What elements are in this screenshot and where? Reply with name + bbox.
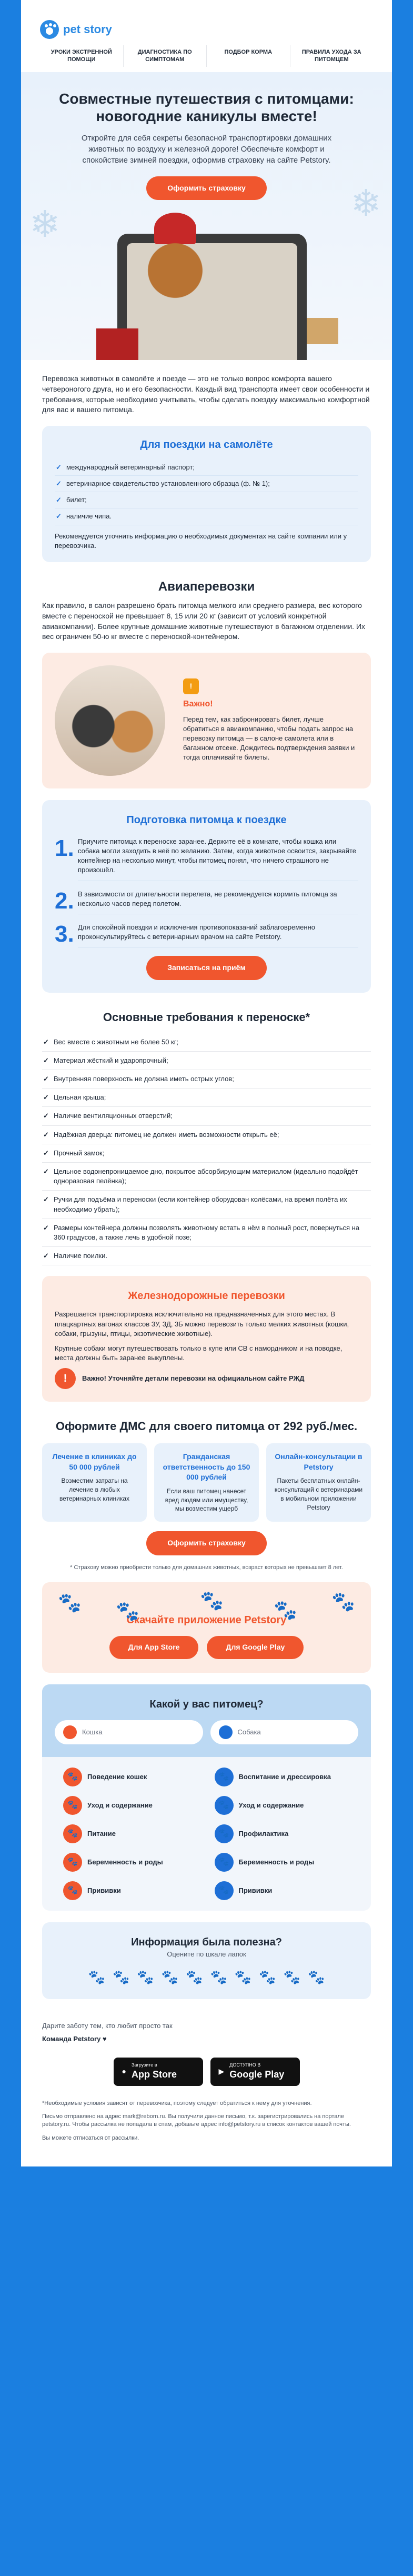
paw-icon: 🐾 (63, 1824, 82, 1843)
avia-title: Авиаперевозки (158, 579, 255, 594)
avia-text: Как правило, в салон разрешено брать питомца мелкого или среднего размера, вес которого вместе с переноской не превышает 8, 15 или 20 кг (зависит от условий конкретной авиакомпании). Более крупные домашние животные путешествуют в багажном отделении. Их вес ограничен 50-ю кг вместе с переноской-контейнером. (42, 601, 366, 641)
step-number: 3. (55, 921, 74, 947)
google-play-icon: ▶ (218, 2066, 225, 2075)
step-number: 2. (55, 887, 74, 914)
paw-icon: 🐾 (215, 1768, 234, 1786)
rail-alert-text: Важно! Уточняйте детали перевозки на официальном сайте РЖД (82, 1374, 305, 1383)
list-item: ✓ Наличие вентиляционных отверстий; (42, 1107, 371, 1125)
footer-disclaimer: *Необходимые условия зависят от перевозчика, поэтому следует обратиться к нему для уточнения. (42, 2100, 312, 2106)
paw-icon: 🐾 (116, 1600, 139, 1622)
list-item: ✓ Надёжная дверца: питомец не должен иметь возможности открыть её; (42, 1126, 371, 1144)
step-text: Для спокойной поездки и исключения противопоказаний заблаговременно проконсультируйтесь с ветеринарным врачом на сайте Petstory. (78, 923, 358, 947)
prep-step (55, 923, 358, 947)
plane-checklist (55, 460, 358, 525)
footer-legal: Письмо отправлено на адрес mark@reborn.ru. Вы получили данное письмо, т.к. зарегистрировались на портале petstory.ru. Чтобы рассылка не попадала в спам, добавьте адрес info@petstory.ru в список контактов вашей почты. (42, 2113, 351, 2128)
cat-icon (63, 1725, 77, 1739)
paw-icon: 🐾 (58, 1592, 82, 1614)
list-item: ✓ Размеры контейнера должны позволять животному встать в нём в полный рост, повернуться на 360 градусов, а также лечь в удобной позе; (42, 1219, 371, 1247)
hero (21, 72, 392, 361)
rail-text-2: Крупные собаки могут путешествовать только в купе или СВ с намордником и на поводке, места должны быть заранее выкуплены. (55, 1344, 343, 1362)
topic-cat-behavior[interactable] (63, 1768, 199, 1786)
intro-text: Перевозка животных в самолёте и поезде — это не только вопрос комфорта вашего четвероногого друга, но и его безопасности. Каждый вид транспорта имеет свои особенности и требования, которые необходимо учитывать, чтобы сделать поездку максимально комфортной для вас и вашего питомца. (42, 374, 370, 414)
paw-rating-icon[interactable]: 🐾 (161, 1969, 179, 1985)
topic-label: Питание (87, 1829, 116, 1838)
dms-insurance-button[interactable]: Оформить страховку (146, 1531, 267, 1555)
dms-card-title: Лечение в клиниках до 50 000 рублей (52, 1452, 137, 1471)
appstore-badge[interactable] (114, 2058, 203, 2086)
topic-dog-training[interactable] (215, 1768, 350, 1786)
dog-and-cat-photo (55, 665, 165, 776)
list-item: ✓ Наличие поилки. (42, 1247, 371, 1265)
rating-title: Информация была полезна? (131, 1936, 282, 1948)
list-item: ✓ Цельное водонепроницаемое дно, покрытое абсорбирующим материалом (идеально подойдёт одноразовая пелёнка); (42, 1163, 371, 1191)
googleplay-button[interactable]: Для Google Play (207, 1636, 304, 1659)
paw-icon: 🐾 (63, 1853, 82, 1872)
pet-option-dog[interactable] (210, 1720, 359, 1744)
plane-note: Рекомендуется уточнить информацию о необходимых документах на сайте компании или у перевозчика. (55, 532, 347, 550)
important-title: Важно! (183, 700, 213, 709)
paw-logo-icon (40, 20, 59, 39)
top-nav (21, 45, 392, 72)
pet-choice (42, 1684, 371, 1757)
app-download-card (42, 1582, 371, 1673)
list-item: ✓ международный ветеринарный паспорт; (55, 460, 358, 476)
paw-rating-icon[interactable]: 🐾 (137, 1969, 154, 1985)
paw-icon: 🐾 (331, 1591, 355, 1613)
topic-cat-care[interactable] (63, 1796, 199, 1815)
topic-dog-care[interactable] (215, 1796, 350, 1815)
avia-section (21, 573, 392, 653)
list-item: ✓ ветеринарное свидетельство установленного образца (ф. № 1); (55, 476, 358, 492)
plane-title: Для поездки на самолёте (140, 438, 273, 451)
topic-label: Беременность и роды (238, 1858, 315, 1866)
dms-section (21, 1413, 392, 1582)
hero-image-dog-suitcase (59, 213, 354, 360)
dms-card-title: Гражданская ответственность до 150 000 рублей (163, 1452, 250, 1482)
topic-label: Уход и содержание (238, 1801, 304, 1809)
nav-item-emergency[interactable]: УРОКИ ЭКСТРЕННОЙ ПОМОЩИ (40, 45, 124, 67)
dms-card-text: Если ваш питомец нанесет вред людям или имуществу, мы возместим ущерб (165, 1487, 248, 1513)
carrier-requirements (21, 1004, 392, 1276)
paw-icon: 🐾 (63, 1768, 82, 1786)
topic-label: Беременность и роды (87, 1858, 163, 1866)
dog-icon (219, 1725, 233, 1739)
paw-icon: 🐾 (215, 1881, 234, 1900)
snowflake-icon: ❄ (350, 182, 381, 224)
snowflake-icon: ❄ (29, 203, 61, 245)
plane-documents-card (42, 426, 371, 562)
topics-grid (42, 1757, 371, 1911)
badge-small-text: Загрузите в (131, 2062, 157, 2068)
dms-card (42, 1443, 147, 1522)
paw-icon: 🐾 (215, 1824, 234, 1843)
important-card (42, 653, 371, 788)
list-item: ✓ Материал жёсткий и ударопрочный; (42, 1052, 371, 1070)
nav-item-diagnostics[interactable]: ДИАГНОСТИКА ПО СИМПТОМАМ (124, 45, 207, 67)
list-item: ✓ билет; (55, 492, 358, 508)
unsubscribe-link[interactable]: Вы можете отписаться от рассылки. (42, 2134, 139, 2141)
dms-card (154, 1443, 259, 1522)
email-page (21, 0, 392, 2166)
list-item: ✓ Внутренняя поверхность не должна иметь острых углов; (42, 1070, 371, 1089)
list-item: ✓ Прочный замок; (42, 1144, 371, 1163)
paw-rating (55, 1968, 358, 1986)
appointment-button[interactable]: Записаться на приём (146, 956, 267, 980)
rating-card (42, 1922, 371, 2000)
step-text: В зависимости от длительности перелета, не рекомендуется кормить питомца за несколько часов перед полетом. (78, 890, 358, 914)
rail-text-1: Разрешается транспортировка исключительно на предназначенных для этого местах. В плацкартных вагонах классов 3У, 3Д, 3Б можно перевозить только мелких животных (кошки, собаки, грызуны, птицы, экзотические животные). (55, 1310, 349, 1337)
dms-card-text: Возместим затраты на лечение в любых ветеринарных клиниках (59, 1477, 130, 1502)
prep-card (42, 800, 371, 993)
apple-icon: ● (122, 2066, 126, 2075)
paw-rating-icon[interactable]: 🐾 (308, 1969, 325, 1985)
gift-illustration (96, 328, 138, 360)
paw-rating-icon[interactable]: 🐾 (210, 1969, 227, 1985)
topic-cat-food[interactable] (63, 1824, 199, 1843)
pet-option-cat[interactable] (55, 1720, 203, 1744)
paw-rating-icon[interactable]: 🐾 (259, 1969, 276, 1985)
list-item: ✓ Вес вместе с животным не более 50 кг; (42, 1033, 371, 1052)
step-text: Приучите питомца к переноске заранее. Держите её в комнате, чтобы кошка или собака могли заходить в неё по желанию. Затем, когда животное освоится, закрывайте контейнер на несколько минут, чтобы питомец понял, что ничего страшного не произошёл. (78, 837, 358, 881)
topic-dog-vaccines[interactable] (215, 1881, 350, 1900)
prep-title: Подготовка питомца к поездке (126, 814, 287, 826)
paw-rating-icon[interactable]: 🐾 (88, 1969, 105, 1985)
logo-text: pet story (63, 23, 112, 36)
appstore-button[interactable]: Для App Store (109, 1636, 199, 1659)
topic-label: Прививки (238, 1886, 273, 1894)
paw-icon: 🐾 (215, 1796, 234, 1815)
nav-item-care[interactable]: ПРАВИЛА УХОДА ЗА ПИТОМЦЕМ (301, 49, 361, 63)
step-number: 1. (55, 835, 74, 861)
rating-sub: Оцените по шкале лапок (167, 1950, 246, 1958)
list-item: ✓ наличие чипа. (55, 508, 358, 525)
topic-cat-vaccines[interactable] (63, 1881, 199, 1900)
pet-option-label: Кошка (82, 1728, 103, 1736)
paw-rating-icon[interactable]: 🐾 (186, 1969, 203, 1985)
topic-dog-prevention[interactable] (215, 1824, 350, 1843)
topic-label: Воспитание и дрессировка (238, 1772, 331, 1781)
footer (21, 2011, 392, 2166)
bottom-margin (0, 2166, 413, 2176)
rail-title: Железнодорожные перевозки (128, 1290, 285, 1302)
pet-option-label: Собака (237, 1728, 261, 1736)
paw-rating-icon[interactable]: 🐾 (113, 1969, 130, 1985)
warning-icon: ! (183, 678, 199, 694)
nav-item-food[interactable]: ПОДБОР КОРМА (207, 45, 290, 67)
hero-title: Совместные путешествия с питомцами: новогодние каникулы вместе! (59, 90, 354, 125)
dms-card-text: Пакеты бесплатных онлайн-консультаций с ветеринарами в мобильном приложении Petstory (274, 1477, 363, 1511)
hero-text: Откройте для себя секреты безопасной транспортировки домашних животных по воздуху и железной дороге! Обеспечьте комфорт и спокойствие зимней поездки, оформив страховку на сайте Petstory. (81, 133, 332, 165)
rail-alert (55, 1368, 358, 1389)
reqs-title: Основные требования к переноске* (103, 1010, 310, 1024)
footer-team: Команда Petstory ♥ (42, 2034, 107, 2043)
list-item: ✓ Цельная крыша; (42, 1089, 371, 1107)
topic-label: Уход и содержание (87, 1801, 153, 1809)
paw-icon: 🐾 (63, 1881, 82, 1900)
paw-icon: 🐾 (200, 1590, 224, 1612)
gift-illustration (307, 318, 338, 344)
topic-label: Профилактика (238, 1829, 289, 1838)
rail-card (42, 1276, 371, 1402)
app-title: Скачайте приложение Petstory (126, 1614, 287, 1626)
paw-rating-icon[interactable]: 🐾 (283, 1969, 300, 1985)
dms-title: Оформите ДМС для своего питомца от 292 руб./мес. (55, 1420, 358, 1433)
dms-footnote: * Страхову можно приобрести только для домашних животных, возраст которых не превышает 8 лет. (70, 1564, 343, 1571)
badge-big-text: App Store (131, 2069, 177, 2080)
prep-step (55, 887, 358, 914)
topic-dog-pregnancy[interactable] (215, 1853, 350, 1872)
dms-card-title: Онлайн-консультации в Petstory (275, 1452, 362, 1471)
badge-small-text: ДОСТУПНО В (229, 2062, 261, 2068)
topic-label: Прививки (87, 1886, 121, 1894)
topic-cat-pregnancy[interactable] (63, 1853, 199, 1872)
reqs-list (42, 1033, 371, 1266)
alert-icon: ! (55, 1368, 76, 1389)
prep-step (55, 837, 358, 881)
paw-icon: 🐾 (63, 1796, 82, 1815)
dms-card (266, 1443, 371, 1522)
hero-insurance-button[interactable]: Оформить страховку (146, 176, 267, 201)
paw-rating-icon[interactable]: 🐾 (234, 1969, 252, 1985)
paw-icon: 🐾 (215, 1853, 234, 1872)
footer-thanks: Дарите заботу тем, кто любит просто так (42, 2022, 173, 2030)
paw-icon: 🐾 (274, 1599, 297, 1621)
important-text: Перед тем, как забронировать билет, лучше обратиться в авиакомпанию, чтобы подать запрос на перевозку питомца — в салоне самолета или в багажном отсеке. Дождитесь подтверждения заявки и тогда оплачивайте билеты. (183, 715, 355, 762)
pet-choice-title: Какой у вас питомец? (149, 1698, 264, 1710)
badge-big-text: Google Play (229, 2069, 285, 2080)
logo[interactable] (21, 11, 392, 45)
googleplay-badge[interactable] (210, 2058, 300, 2086)
list-item: ✓ Ручки для подъёма и переноски (если контейнер оборудован колёсами, на время полёта их необходимо убрать); (42, 1191, 371, 1219)
dog-illustration (138, 223, 212, 302)
topic-label: Поведение кошек (87, 1772, 147, 1781)
